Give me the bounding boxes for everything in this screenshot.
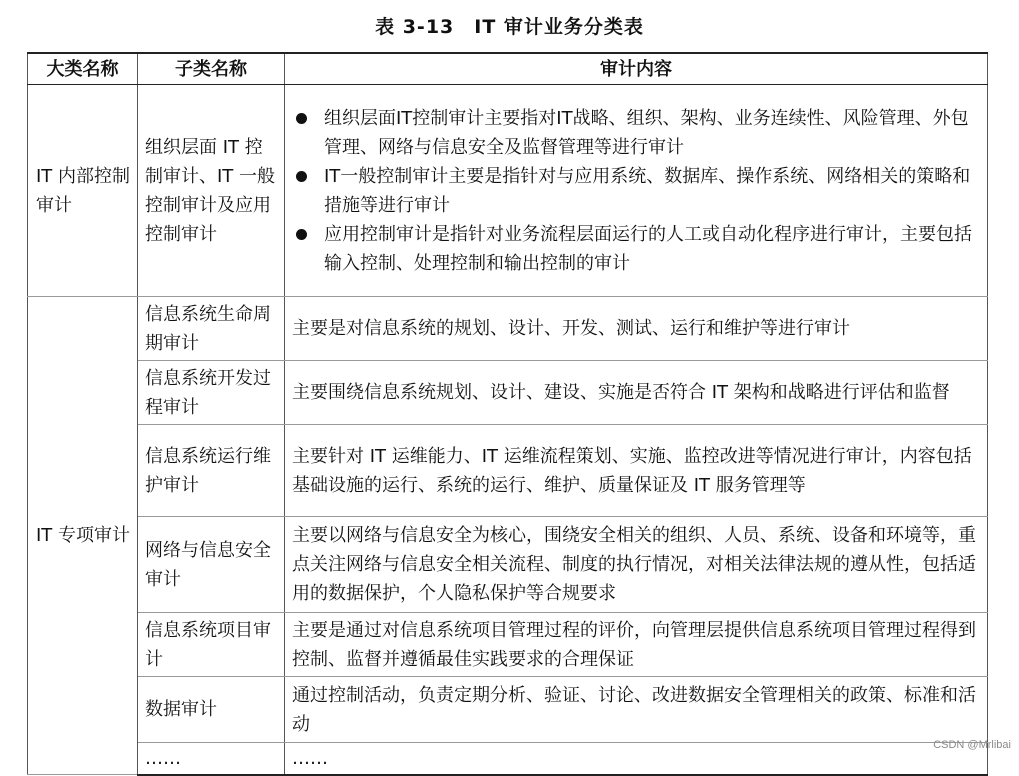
sub-category-cell: 网络与信息安全审计 bbox=[138, 517, 285, 613]
sub-category-cell: 信息系统项目审计 bbox=[138, 613, 285, 677]
header-row bbox=[28, 53, 988, 85]
bullet-dot-icon bbox=[296, 171, 307, 182]
bullet-text: 应用控制审计是指针对业务流程层面运行的人工或自动化程序进行审计，主要包括输入控制、处理控制和输出控制的审计 bbox=[324, 223, 972, 274]
major-category-cell: IT 专项审计 bbox=[28, 297, 138, 775]
audit-content-cell: 主要是对信息系统的规划、设计、开发、测试、运行和维护等进行审计 bbox=[285, 297, 988, 361]
bullet-text: IT一般控制审计主要是指针对与应用系统、数据库、操作系统、网络相关的策略和措施等进行审计 bbox=[324, 165, 971, 216]
audit-content-cell: 主要围绕信息系统规划、设计、建设、实施是否符合 IT 架构和战略进行评估和监督 bbox=[285, 361, 988, 425]
audit-content-cell: …… bbox=[285, 743, 988, 775]
audit-content-cell: 主要以网络与信息安全为核心，围绕安全相关的组织、人员、系统、设备和环境等，重点关注网络与信息安全相关流程、制度的执行情况，对相关法律法规的遵从性，包括适用的数据保护，个人隐私保护等合规要求 bbox=[285, 517, 988, 613]
bullet-dot-icon bbox=[296, 229, 307, 240]
audit-classification-table bbox=[27, 52, 988, 776]
bullet-text: 组织层面IT控制审计主要指对IT战略、组织、架构、业务连续性、风险管理、外包管理、网络与信息安全及监督管理等进行审计 bbox=[324, 107, 969, 158]
sub-category-cell: 信息系统运行维护审计 bbox=[138, 425, 285, 517]
sub-category-cell: …… bbox=[138, 743, 285, 775]
table-row bbox=[28, 425, 988, 517]
sub-category-cell: 信息系统生命周期审计 bbox=[138, 297, 285, 361]
table-row bbox=[28, 517, 988, 613]
table-row bbox=[28, 297, 988, 361]
list-item bbox=[292, 220, 981, 278]
audit-content-cell: 主要是通过对信息系统项目管理过程的评价，向管理层提供信息系统项目管理过程得到控制、监督并遵循最佳实践要求的合理保证 bbox=[285, 613, 988, 677]
table-title: 表 3-13 IT 审计业务分类表 bbox=[375, 16, 644, 38]
list-item bbox=[292, 104, 981, 162]
header-audit-content: 审计内容 bbox=[285, 53, 988, 85]
list-item bbox=[292, 162, 981, 220]
table-row bbox=[28, 613, 988, 677]
table-row bbox=[28, 743, 988, 775]
sub-category-cell: 数据审计 bbox=[138, 677, 285, 743]
csdn-watermark: CSDN @Mrlibai bbox=[933, 739, 1011, 751]
bullet-list bbox=[292, 104, 981, 278]
table-row bbox=[28, 677, 988, 743]
major-category-cell: IT 内部控制审计 bbox=[28, 85, 138, 297]
sub-category-cell: 组织层面 IT 控制审计、IT 一般控制审计及应用控制审计 bbox=[138, 85, 285, 297]
bullet-dot-icon bbox=[296, 113, 307, 124]
audit-content-cell: 主要针对 IT 运维能力、IT 运维流程策划、实施、监控改进等情况进行审计，内容包括基础设施的运行、系统的运行、维护、质量保证及 IT 服务管理等 bbox=[285, 425, 988, 517]
table-row bbox=[28, 85, 988, 297]
sub-category-cell: 信息系统开发过程审计 bbox=[138, 361, 285, 425]
header-sub-category: 子类名称 bbox=[138, 53, 285, 85]
table-row bbox=[28, 361, 988, 425]
audit-content-cell bbox=[285, 85, 988, 297]
header-major-category: 大类名称 bbox=[28, 53, 138, 85]
audit-content-cell: 通过控制活动，负责定期分析、验证、讨论、改进数据安全管理相关的政策、标准和活动 bbox=[285, 677, 988, 743]
